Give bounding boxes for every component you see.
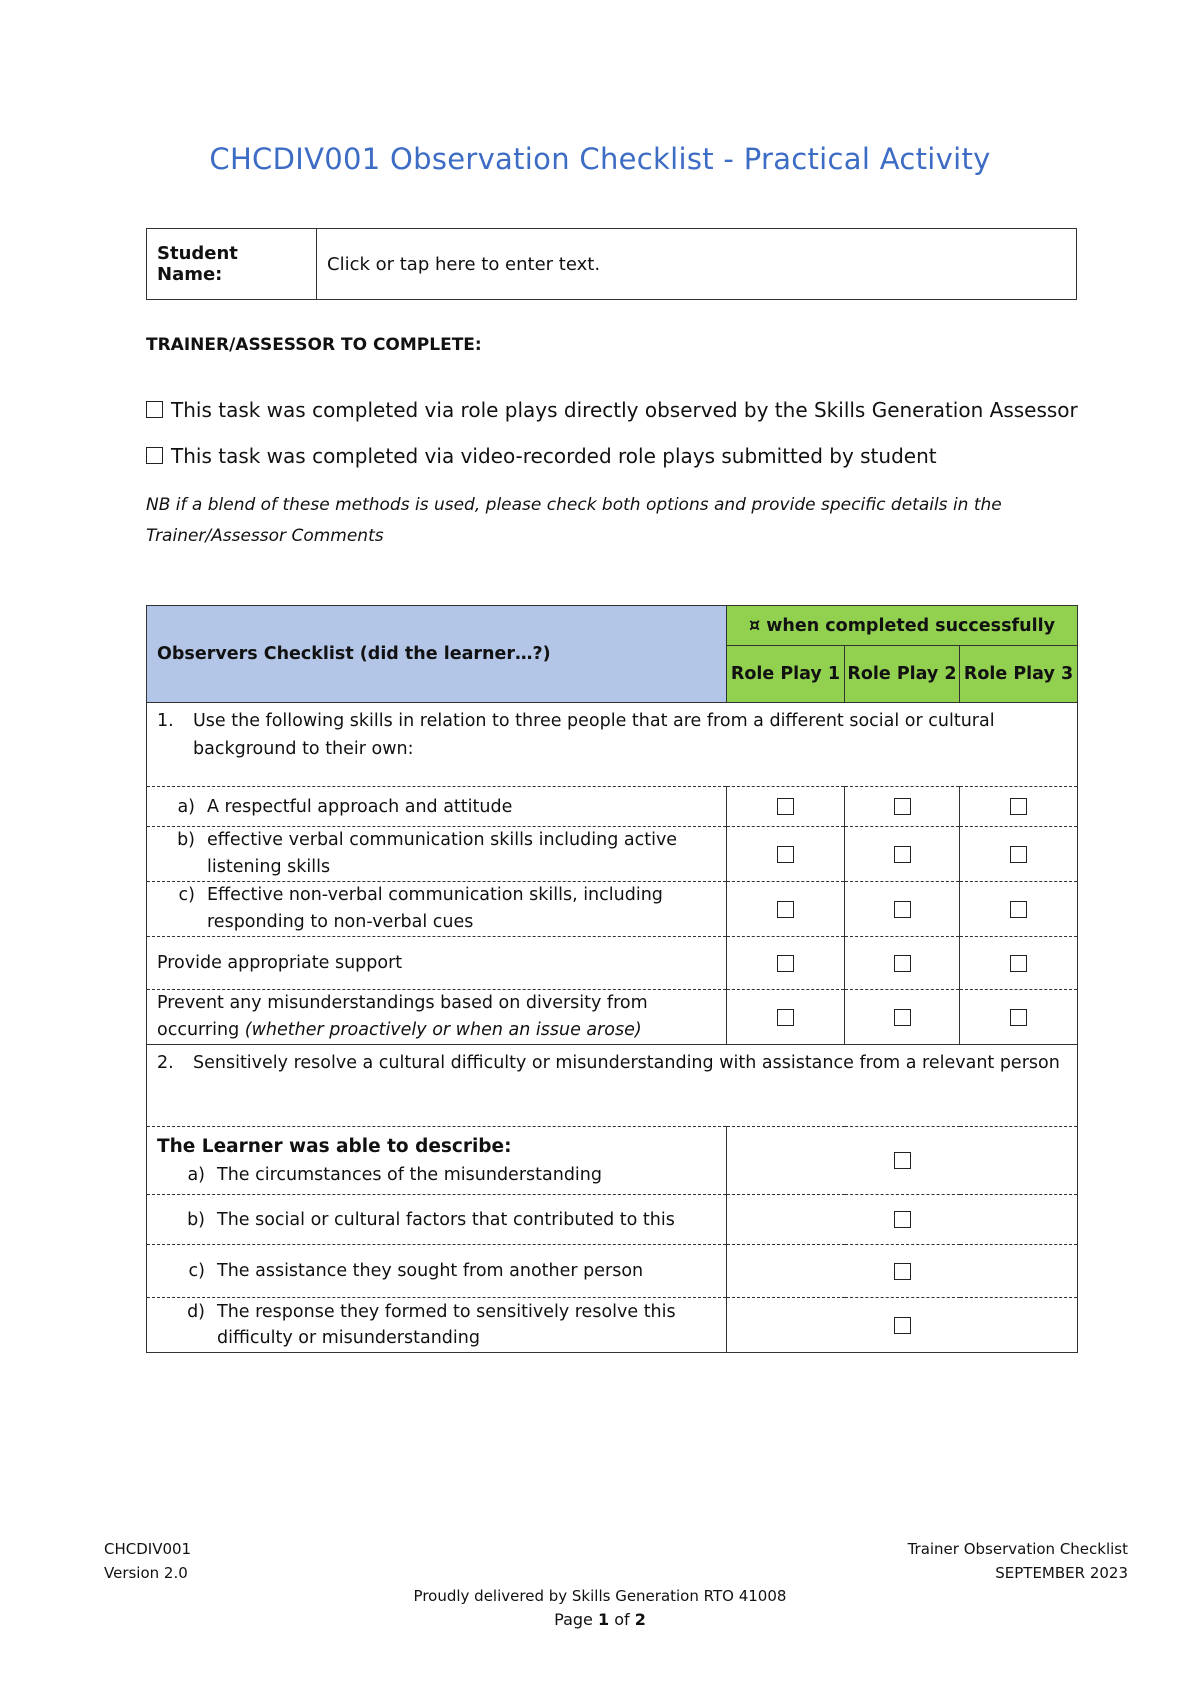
role-play-1-checkbox[interactable] xyxy=(727,787,845,827)
support-row-label: Provide appropriate support xyxy=(147,937,727,990)
item-letter: d) xyxy=(187,1302,205,1322)
item-letter: c) xyxy=(188,1261,205,1281)
item-text: The assistance they sought from another person xyxy=(217,1261,644,1281)
page-current: 1 xyxy=(597,1610,610,1629)
prevent-row-label xyxy=(147,990,727,1045)
footer-delivered: Proudly delivered by Skills Generation RTO 41008 xyxy=(413,1587,787,1605)
item-number: 2. xyxy=(157,1053,174,1073)
role-play-1-checkbox[interactable] xyxy=(727,937,845,990)
item-text: Effective non-verbal communication skills, including responding to non-verbal cues xyxy=(207,885,663,932)
student-name-table xyxy=(146,228,1077,300)
item-letter: c) xyxy=(178,885,195,905)
of-word: of xyxy=(614,1610,630,1629)
item-2c xyxy=(147,1245,727,1298)
footer-left xyxy=(104,1537,191,1585)
item-1a xyxy=(147,787,727,827)
completed-header: ¤ when completed successfully xyxy=(727,606,1078,646)
page-total: 2 xyxy=(634,1610,646,1629)
prevent-text: Prevent any misunderstandings based on diversity from occurring xyxy=(157,993,648,1040)
footer-right xyxy=(908,1537,1128,1585)
role-play-1-checkbox[interactable] xyxy=(727,990,845,1045)
role-play-1-checkbox[interactable] xyxy=(727,882,845,937)
observers-checklist-table xyxy=(146,605,1078,1353)
role-play-1-checkbox[interactable] xyxy=(727,827,845,882)
item-1c xyxy=(147,882,727,937)
option-direct-observation xyxy=(146,398,1078,422)
role-play-2-checkbox[interactable] xyxy=(845,937,960,990)
blend-note: NB if a blend of these methods is used, please check both options and provide specific details in the Trainer/Assessor Comments xyxy=(146,495,1002,546)
item-2c-checkbox[interactable] xyxy=(727,1245,1078,1298)
role-play-1-header: Role Play 1 xyxy=(727,646,845,703)
role-play-2-header: Role Play 2 xyxy=(845,646,960,703)
footer-version: Version 2.0 xyxy=(104,1564,188,1582)
checkbox[interactable] xyxy=(146,401,163,418)
role-play-3-checkbox[interactable] xyxy=(960,827,1078,882)
footer-doc-type: Trainer Observation Checklist xyxy=(907,1540,1128,1558)
role-play-2-checkbox[interactable] xyxy=(845,990,960,1045)
item-text: A respectful approach and attitude xyxy=(207,796,513,817)
role-play-3-checkbox[interactable] xyxy=(960,787,1078,827)
item-text: The response they formed to sensitively resolve this difficulty or misunderstanding xyxy=(217,1302,676,1348)
item-number: 1. xyxy=(157,711,174,731)
footer-center xyxy=(0,1584,1200,1632)
role-play-2-checkbox[interactable] xyxy=(845,787,960,827)
item-letter: b) xyxy=(187,1209,205,1230)
footer-unit-code: CHCDIV001 xyxy=(104,1540,192,1558)
item-text: Sensitively resolve a cultural difficulty or misunderstanding with assistance from a relevant person xyxy=(193,1053,1060,1073)
student-name-field[interactable]: Click or tap here to enter text. xyxy=(317,229,1077,300)
item-2d-checkbox[interactable] xyxy=(727,1298,1078,1353)
item-2 xyxy=(147,1045,1078,1127)
checkbox[interactable] xyxy=(146,447,163,464)
item-2a xyxy=(147,1127,727,1195)
role-play-3-checkbox[interactable] xyxy=(960,882,1078,937)
option-video-recorded xyxy=(146,444,937,468)
page-word: Page xyxy=(554,1610,593,1629)
role-play-2-checkbox[interactable] xyxy=(845,882,960,937)
describe-heading: The Learner was able to describe: xyxy=(157,1135,512,1157)
item-letter: b) xyxy=(177,830,195,850)
item-text: Use the following skills in relation to three people that are from a different social or cultural background to their own: xyxy=(193,711,995,759)
item-text: The social or cultural factors that contributed to this xyxy=(217,1209,675,1230)
role-play-3-checkbox[interactable] xyxy=(960,990,1078,1045)
option-label: This task was completed via video-recorded role plays submitted by student xyxy=(171,444,937,468)
prevent-italic-note: (whether proactively or when an issue arose) xyxy=(244,1020,642,1040)
checklist-header-label: Observers Checklist (did the learner…?) xyxy=(147,606,727,703)
role-play-2-checkbox[interactable] xyxy=(845,827,960,882)
footer-date: SEPTEMBER 2023 xyxy=(995,1564,1128,1582)
role-play-3-checkbox[interactable] xyxy=(960,937,1078,990)
item-text: effective verbal communication skills including active listening skills xyxy=(207,830,678,877)
item-text: The circumstances of the misunderstanding xyxy=(217,1164,602,1185)
item-letter: a) xyxy=(187,1164,205,1185)
student-name-label: Student Name: xyxy=(147,229,317,300)
item-2d xyxy=(147,1298,727,1353)
role-play-3-header: Role Play 3 xyxy=(960,646,1078,703)
item-letter: a) xyxy=(177,796,195,817)
option-label: This task was completed via role plays directly observed by the Skills Generation Assessor xyxy=(171,398,1078,422)
trainer-heading: TRAINER/ASSESSOR TO COMPLETE: xyxy=(146,335,482,355)
item-2a-checkbox[interactable] xyxy=(727,1127,1078,1195)
item-2b-checkbox[interactable] xyxy=(727,1195,1078,1245)
page-title: CHCDIV001 Observation Checklist - Practical Activity xyxy=(209,142,991,176)
item-1 xyxy=(147,703,1078,787)
page-number xyxy=(0,1608,1200,1632)
item-2b xyxy=(147,1195,727,1245)
item-1b xyxy=(147,827,727,882)
